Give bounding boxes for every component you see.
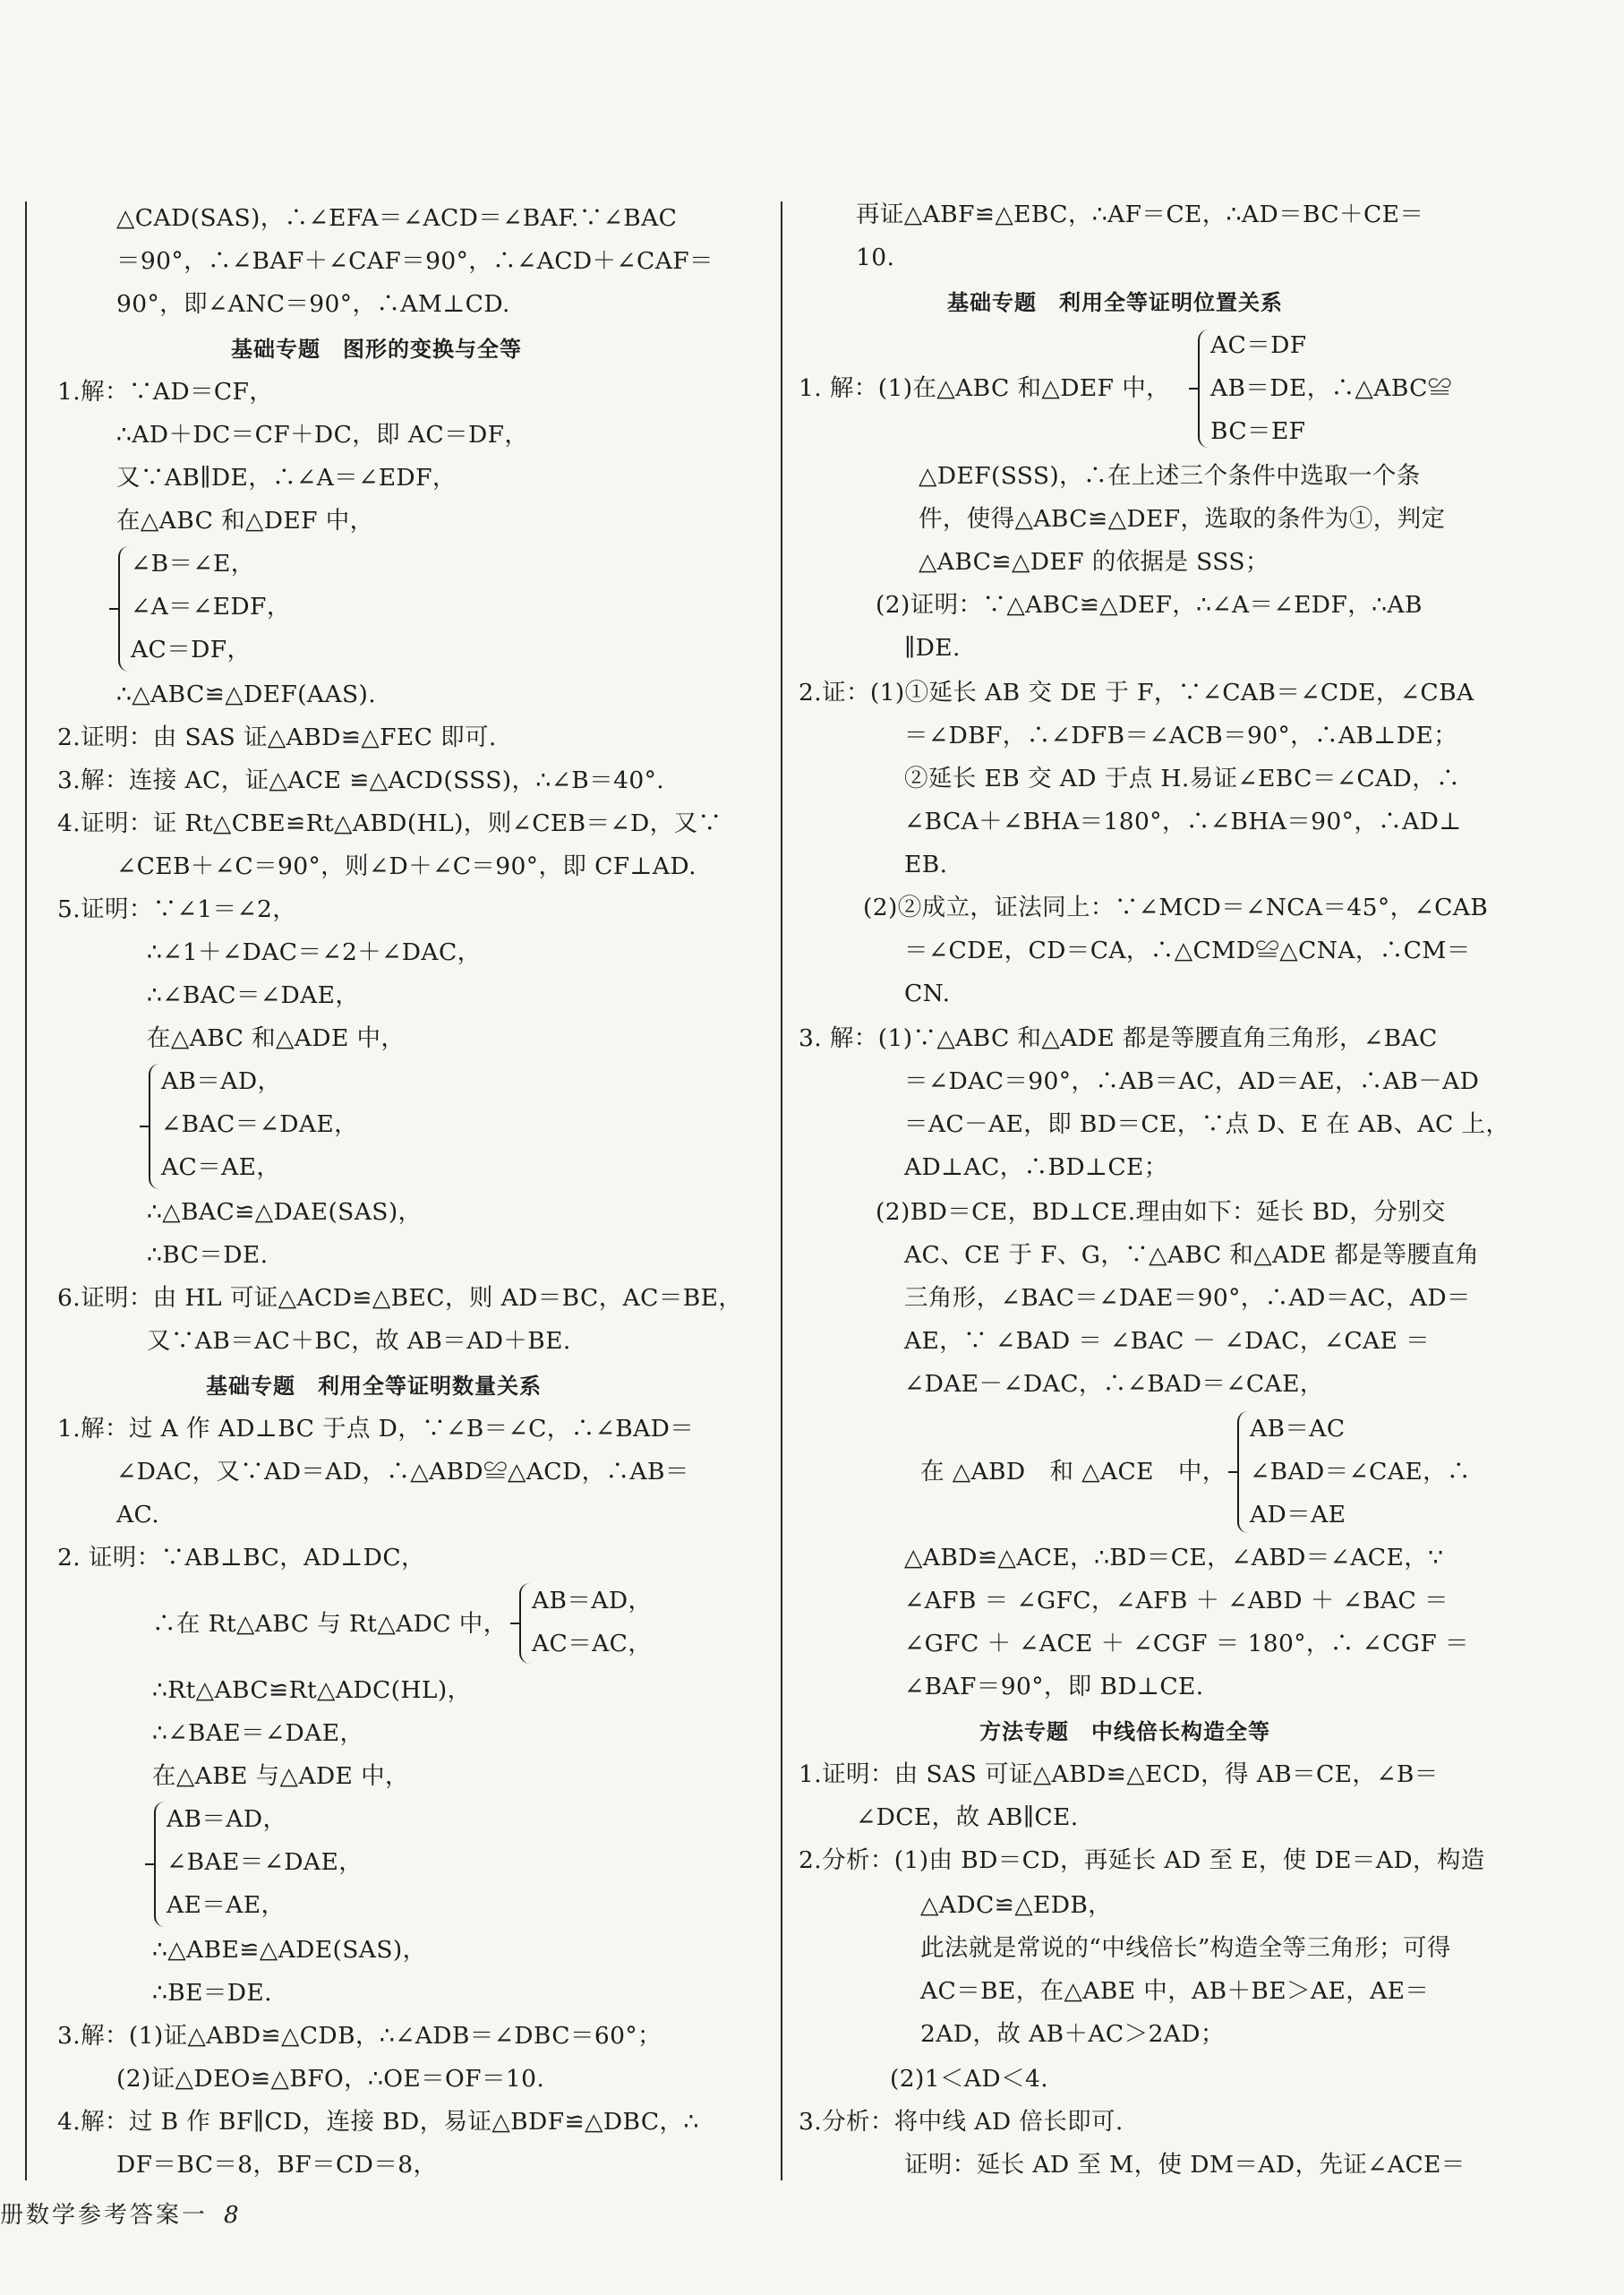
- text-line: ∠BCA＋∠BHA＝180°，∴∠BHA＝90°，∴AD⊥: [904, 808, 1462, 835]
- system-brace: [149, 1064, 159, 1189]
- text-line: ∥DE.: [904, 634, 961, 662]
- text-line: AB＝DE，∴△ABC≌: [1210, 374, 1452, 402]
- text-line: 1.解：过 A 作 AD⊥BC 于点 D，∵∠B＝∠C，∴∠BAD＝: [57, 1415, 695, 1443]
- text-line: (2)BD＝CE，BD⊥CE.理由如下：延长 BD，分别交: [876, 1198, 1446, 1226]
- text-line: 3.分析：将中线 AD 倍长即可.: [799, 2108, 1124, 2136]
- text-line: AB＝AC: [1250, 1415, 1346, 1443]
- text-line: 又∵AB∥DE，∴∠A＝∠EDF，: [116, 464, 457, 492]
- footer-label: 册数学参考答案一: [0, 2202, 209, 2229]
- text-line: ∠AFB ＝ ∠GFC，∠AFB ＋ ∠ABD ＋ ∠BAC ＝: [904, 1587, 1449, 1614]
- text-line: AC、CE 于 F、G，∵△ABC 和△ADE 都是等腰直角: [904, 1241, 1480, 1269]
- left-column: [0, 0, 779, 2295]
- text-line: ∴∠BAE＝∠DAE，: [152, 1719, 364, 1747]
- text-line: ∴△ABC≌△DEF(AAS).: [116, 681, 377, 708]
- text-line: 3.解：(1)证△ABD≌△CDB，∴∠ADB＝∠DBC＝60°；: [57, 2022, 662, 2050]
- text-line: ∴AD＋DC＝CF＋DC，即 AC＝DF，: [116, 421, 529, 449]
- text-line: ＝∠DBF，∴∠DFB＝∠ACB＝90°，∴AB⊥DE；: [904, 722, 1458, 749]
- text-line: AC＝AC，: [532, 1630, 653, 1657]
- text-line: AC＝DF: [1210, 331, 1307, 359]
- text-line: ∠CEB＋∠C＝90°，则∠D＋∠C＝90°，即 CF⊥AD.: [116, 852, 697, 880]
- text-line: ∴在 Rt△ABC 与 Rt△ADC 中，: [152, 1610, 508, 1638]
- text-line: AC＝AE，: [161, 1153, 281, 1181]
- text-line: 2.证明：由 SAS 证△ABD≌△FEC 即可.: [57, 724, 497, 751]
- text-line: ②延长 EB 交 AD 于点 H.易证∠EBC＝∠CAD，∴: [904, 765, 1461, 792]
- text-line: ∠B＝∠E，: [131, 550, 255, 578]
- section-heading: 基础专题 图形的变换与全等: [231, 337, 522, 362]
- text-line: (2)证△DEO≌△BFO，∴OE＝OF＝10.: [116, 2065, 545, 2093]
- text-line: 2AD，故 AB＋AC＞2AD；: [920, 2020, 1225, 2048]
- text-line: ∠BAE＝∠DAE，: [167, 1848, 363, 1876]
- text-line: 2.证：(1)①延长 AB 交 DE 于 F，∵∠CAB＝∠CDE，∠CBA: [799, 679, 1474, 706]
- text-line: △CAD(SAS)，∴∠EFA＝∠ACD＝∠BAF.∵∠BAC: [116, 204, 678, 232]
- text-line: 4.解：过 B 作 BF∥CD，连接 BD，易证△BDF≌△DBC，∴: [57, 2108, 699, 2136]
- text-line: AC＝BE，在△ABE 中，AB＋BE＞AE，AE＝: [920, 1977, 1430, 2005]
- text-line: 1.证明：由 SAS 可证△ABD≌△ECD，得 AB＝CE，∠B＝: [799, 1760, 1439, 1788]
- text-line: 在△ABC 和△ADE 中，: [147, 1024, 406, 1052]
- text-line: (2)②成立，证法同上：∵∠MCD＝∠NCA＝45°，∠CAB: [863, 894, 1489, 921]
- text-line: ∴∠1＋∠DAC＝∠2＋∠DAC，: [147, 938, 482, 966]
- section-heading: 方法专题 中线倍长构造全等: [979, 1719, 1270, 1744]
- text-line: AB＝AD，: [161, 1067, 282, 1095]
- text-line: ∴Rt△ABC≌Rt△ADC(HL)，: [152, 1676, 472, 1704]
- text-line: 10.: [856, 244, 895, 271]
- text-line: 此法就是常说的“中线倍长”构造全等三角形；可得: [920, 1934, 1451, 1962]
- section-heading: 基础专题 利用全等证明位置关系: [947, 290, 1283, 315]
- text-line: ∴△ABE≌△ADE(SAS)，: [152, 1936, 427, 1964]
- text-line: △ABD≌△ACE，∴BD＝CE，∠ABD＝∠ACE，∵: [904, 1544, 1444, 1571]
- text-line: 3.解：连接 AC，证△ACE ≌△ACD(SSS)，∴∠B＝40°.: [57, 766, 665, 794]
- text-line: 件，使得△ABC≌△DEF，选取的条件为①，判定: [919, 505, 1446, 533]
- system-brace: [1237, 1411, 1248, 1533]
- text-line: △ABC≌△DEF 的依据是 SSS；: [919, 548, 1269, 576]
- text-line: AC＝DF，: [131, 636, 252, 664]
- text-line: 又∵AB＝AC＋BC，故 AB＝AD＋BE.: [147, 1327, 571, 1355]
- text-line: (2)证明：∵△ABC≌△DEF，∴∠A＝∠EDF，∴AB: [876, 591, 1423, 619]
- text-line: ∠GFC ＋ ∠ACE ＋ ∠CGF ＝ 180°，∴ ∠CGF ＝: [904, 1630, 1469, 1657]
- text-line: DF＝BC＝8，BF＝CD＝8，: [116, 2151, 438, 2179]
- text-line: 4.证明：证 Rt△CBE≌Rt△ABD(HL)，则∠CEB＝∠D，又∵: [57, 809, 722, 837]
- text-line: ∴BE＝DE.: [152, 1979, 272, 2007]
- text-line: 在△ABE 与△ADE 中，: [152, 1762, 409, 1790]
- system-brace: [118, 546, 129, 672]
- text-line: △ADC≌△EDB，: [920, 1891, 1113, 1919]
- text-line: AC.: [116, 1501, 160, 1529]
- section-heading: 基础专题 利用全等证明数量关系: [206, 1374, 542, 1399]
- page-footer: [0, 2197, 242, 2230]
- column-divider: [781, 201, 782, 2180]
- text-line: 90°，即∠ANC＝90°，∴AM⊥CD.: [116, 290, 510, 318]
- text-line: 在 △ABD 和 △ACE 中，: [920, 1458, 1227, 1486]
- text-line: 1.解：∵AD＝CF，: [57, 378, 274, 406]
- right-column: [788, 0, 1624, 2295]
- text-line: 1. 解：(1)在△ABC 和△DEF 中，: [799, 374, 1171, 402]
- text-line: 2.分析：(1)由 BD＝CD，再延长 AD 至 E，使 DE＝AD，构造: [799, 1846, 1485, 1874]
- text-line: ∴∠BAC＝∠DAE，: [147, 981, 360, 1009]
- text-line: AE，∵ ∠BAD ＝ ∠BAC － ∠DAC，∠CAE ＝: [904, 1327, 1431, 1355]
- text-line: ∴BC＝DE.: [147, 1241, 269, 1269]
- text-line: AD＝AE: [1250, 1501, 1346, 1529]
- text-line: ∠A＝∠EDF，: [131, 593, 291, 621]
- text-line: AB＝AD，: [532, 1587, 653, 1614]
- text-line: ＝∠DAC＝90°，∴AB＝AC，AD＝AE，∴AB－AD: [904, 1067, 1480, 1095]
- text-line: ∴△BAC≌△DAE(SAS)，: [147, 1198, 423, 1226]
- text-line: ＝90°，∴∠BAF＋∠CAF＝90°，∴∠ACD＋∠CAF＝: [116, 247, 714, 275]
- text-line: ＝∠CDE，CD＝CA，∴△CMD≌△CNA，∴CM＝: [904, 937, 1471, 964]
- text-line: AD⊥AC，∴BD⊥CE；: [904, 1153, 1168, 1181]
- text-line: ∠DCE，故 AB∥CE.: [856, 1803, 1079, 1831]
- text-line: 5.证明：∵∠1＝∠2，: [57, 895, 297, 923]
- system-brace: [154, 1802, 165, 1927]
- text-line: 6.证明：由 HL 可证△ACD≌△BEC，则 AD＝BC，AC＝BE，: [57, 1284, 743, 1312]
- text-line: ∠BAD＝∠CAE，∴: [1250, 1458, 1471, 1486]
- text-line: 证明：延长 AD 至 M，使 DM＝AD，先证∠ACE＝: [904, 2151, 1466, 2179]
- text-line: AE＝AE，: [167, 1891, 286, 1919]
- text-line: ∠DAC，又∵AD＝AD，∴△ABD≌△ACD，∴AB＝: [116, 1458, 689, 1486]
- text-line: BC＝EF: [1210, 417, 1306, 445]
- text-line: 再证△ABF≌△EBC，∴AF＝CE，∴AD＝BC＋CE＝: [856, 201, 1424, 228]
- text-line: 三角形，∠BAC＝∠DAE＝90°，∴AD＝AC，AD＝: [904, 1284, 1471, 1312]
- page-number: 8: [224, 2202, 242, 2229]
- text-line: (2)1＜AD＜4.: [890, 2065, 1049, 2093]
- text-line: ∠DAE－∠DAC，∴∠BAD＝∠CAE，: [904, 1370, 1324, 1398]
- text-line: ＝AC－AE，即 BD＝CE，∵点 D、E 在 AB、AC 上，: [904, 1110, 1510, 1138]
- text-line: 2. 证明：∵AB⊥BC，AD⊥DC，: [57, 1544, 425, 1571]
- text-line: CN.: [904, 980, 951, 1007]
- system-brace: [519, 1583, 530, 1664]
- text-line: △DEF(SSS)，∴在上述三个条件中选取一个条: [919, 462, 1421, 490]
- text-line: 3. 解：(1)∵△ABC 和△ADE 都是等腰直角三角形，∠BAC: [799, 1024, 1438, 1052]
- text-line: ∠BAC＝∠DAE，: [161, 1110, 359, 1138]
- text-line: 在△ABC 和△DEF 中，: [116, 507, 374, 535]
- system-brace: [1198, 330, 1209, 448]
- text-line: ∠BAF＝90°，即 BD⊥CE.: [904, 1673, 1204, 1700]
- text-line: AB＝AD，: [167, 1805, 287, 1833]
- text-line: EB.: [904, 851, 948, 878]
